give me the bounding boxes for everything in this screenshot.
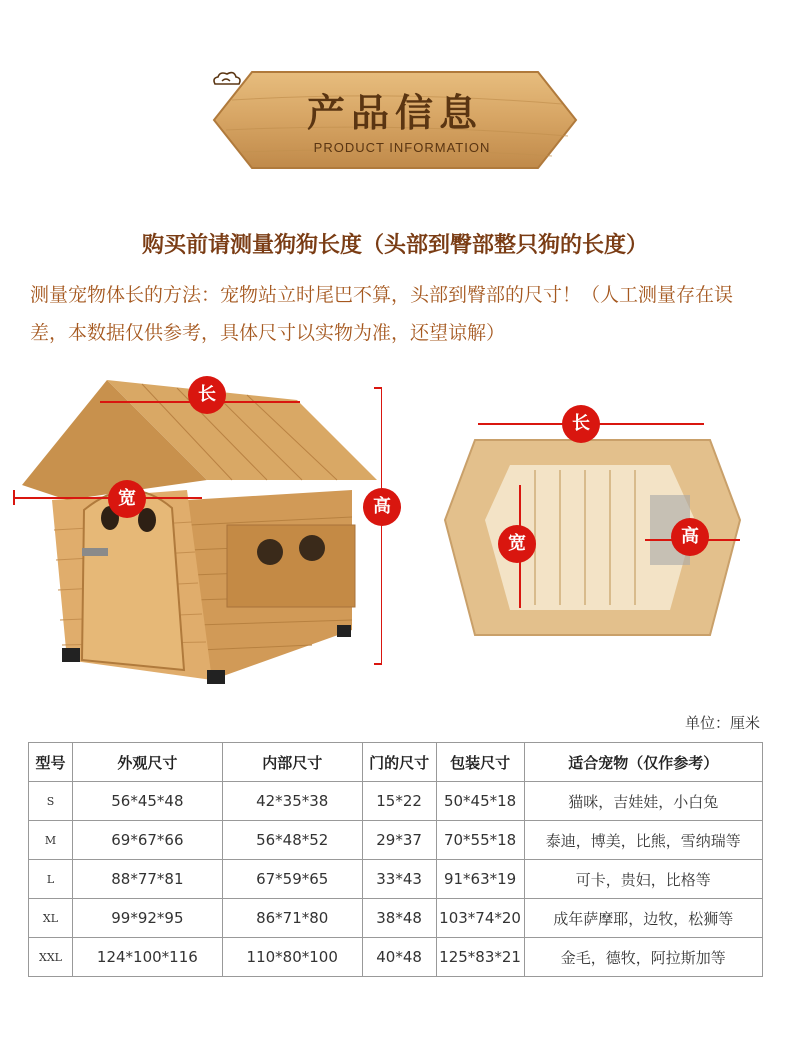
cell-pets: 可卡，贵妇，比格等	[524, 860, 762, 899]
cell-door: 15*22	[362, 782, 436, 821]
interior-width-label: 宽	[498, 525, 536, 563]
cell-interior: 56*48*52	[222, 821, 362, 860]
cell-package: 91*63*19	[436, 860, 524, 899]
cell-model: XL	[29, 899, 73, 938]
cell-interior: 42*35*38	[222, 782, 362, 821]
cell-model: L	[29, 860, 73, 899]
cell-door: 29*37	[362, 821, 436, 860]
cell-pets: 泰迪，博美，比熊，雪纳瑞等	[524, 821, 762, 860]
interior-length-label: 长	[562, 405, 600, 443]
cell-exterior: 56*45*48	[72, 782, 222, 821]
cell-door: 38*48	[362, 899, 436, 938]
cell-package: 103*74*20	[436, 899, 524, 938]
cell-package: 70*55*18	[436, 821, 524, 860]
cloud-ornament-icon	[212, 70, 242, 88]
product-info-banner	[212, 70, 578, 170]
cell-model: M	[29, 821, 73, 860]
table-header-row	[29, 743, 763, 782]
cell-interior: 110*80*100	[222, 938, 362, 977]
dog-house-illustration	[12, 380, 382, 700]
cell-package: 50*45*18	[436, 782, 524, 821]
cell-model: XXL	[29, 938, 73, 977]
cell-exterior: 124*100*116	[72, 938, 222, 977]
dog-house-exterior-image	[12, 380, 391, 700]
width-label: 宽	[108, 480, 146, 518]
cell-interior: 86*71*80	[222, 899, 362, 938]
header-suitable-pets: 适合宠物（仅作参考）	[524, 743, 762, 782]
header-door-size: 门的尺寸	[362, 743, 436, 782]
cell-exterior: 99*92*95	[72, 899, 222, 938]
header-exterior-size: 外观尺寸	[72, 743, 222, 782]
cell-interior: 67*59*65	[222, 860, 362, 899]
header-model: 型号	[29, 743, 73, 782]
cell-door: 33*43	[362, 860, 436, 899]
cell-exterior: 69*67*66	[72, 821, 222, 860]
unit-label: 单位：厘米	[684, 714, 760, 732]
table-row	[29, 821, 763, 860]
header-package-size: 包装尺寸	[436, 743, 524, 782]
size-spec-table	[28, 742, 763, 977]
interior-height-label: 高	[671, 518, 709, 556]
banner-title: 产品信息	[306, 90, 483, 135]
cell-pets: 成年萨摩耶，边牧，松狮等	[524, 899, 762, 938]
dog-house-interior-image	[440, 400, 750, 640]
cell-door: 40*48	[362, 938, 436, 977]
banner-subtitle: PRODUCT INFORMATION	[313, 140, 491, 155]
cell-exterior: 88*77*81	[72, 860, 222, 899]
cell-package: 125*83*21	[436, 938, 524, 977]
measure-description: 测量宠物体长的方法：宠物站立时尾巴不算，头部到臀部的尺寸！（人工测量存在误差，本数据仅供参考，具体尺寸以实物为准，还望谅解）	[30, 284, 734, 344]
measure-heading: 购买前请测量狗狗长度（头部到臀部整只狗的长度）	[141, 233, 648, 258]
table-row	[29, 860, 763, 899]
table-row	[29, 782, 763, 821]
cell-pets: 猫咪，吉娃娃，小白兔	[524, 782, 762, 821]
table-row	[29, 899, 763, 938]
cell-pets: 金毛，德牧，阿拉斯加等	[524, 938, 762, 977]
length-label: 长	[188, 376, 226, 414]
height-label: 高	[363, 488, 401, 526]
header-interior-size: 内部尺寸	[222, 743, 362, 782]
cell-model: S	[29, 782, 73, 821]
table-row	[29, 938, 763, 977]
